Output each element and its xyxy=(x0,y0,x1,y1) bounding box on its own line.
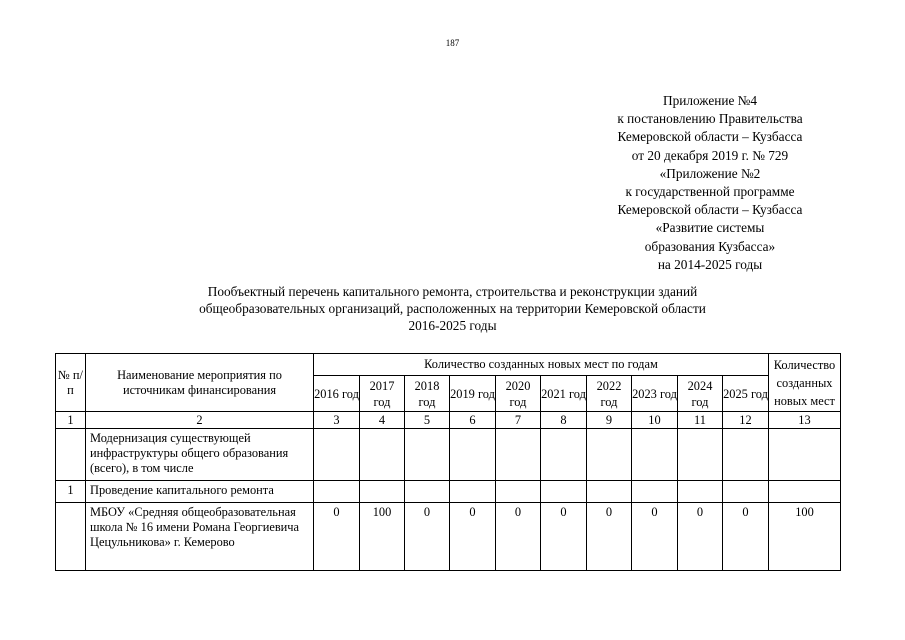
row-num xyxy=(56,503,86,571)
row-value xyxy=(632,429,678,481)
column-number: 7 xyxy=(496,412,541,429)
row-name: Проведение капитального ремонта xyxy=(86,481,314,503)
header-year: 2021 год xyxy=(541,376,587,412)
title-line: 2016-2025 годы xyxy=(408,318,497,333)
row-value xyxy=(360,429,405,481)
header-num: № п/п xyxy=(56,354,86,412)
row-value: 0 xyxy=(314,503,360,571)
column-number: 3 xyxy=(314,412,360,429)
title-line: общеобразовательных организаций, расположенных на территории Кемеровской области xyxy=(199,301,706,316)
row-value: 0 xyxy=(678,503,723,571)
appendix-line: «Приложение №2 xyxy=(659,165,761,181)
column-number: 9 xyxy=(587,412,632,429)
header-year: 2019 год xyxy=(450,376,496,412)
page-number: 187 xyxy=(445,38,460,48)
appendix-line: Кемеровской области – Кузбасса xyxy=(617,202,803,218)
column-number: 11 xyxy=(678,412,723,429)
column-number: 12 xyxy=(723,412,769,429)
row-value xyxy=(541,481,587,503)
title-line: Пообъектный перечень капитального ремонта, строительства и реконструкции зданий xyxy=(207,284,698,299)
document-title xyxy=(0,283,905,334)
appendix-line: к постановлению Правительства xyxy=(617,111,803,127)
row-value: 0 xyxy=(450,503,496,571)
header-year: 2025 год xyxy=(723,376,769,412)
row-value xyxy=(678,429,723,481)
header-year: 2022 год xyxy=(587,376,632,412)
row-value xyxy=(723,429,769,481)
column-number-row xyxy=(56,412,841,429)
row-value xyxy=(541,429,587,481)
header-year: 2016 год xyxy=(314,376,360,412)
row-value: 0 xyxy=(496,503,541,571)
column-number: 13 xyxy=(769,412,841,429)
row-num: 1 xyxy=(56,481,86,503)
row-name: Модернизация существующей инфраструктуры общего образования (всего), в том числе xyxy=(86,429,314,481)
row-total xyxy=(769,481,841,503)
appendix-line: образования Кузбасса» xyxy=(644,238,776,254)
row-value: 0 xyxy=(405,503,450,571)
row-value: 0 xyxy=(541,503,587,571)
row-value xyxy=(450,429,496,481)
capital-repair-table xyxy=(55,353,841,571)
appendix-line: к государственной программе xyxy=(625,184,795,200)
header-year: 2018 год xyxy=(405,376,450,412)
column-number: 10 xyxy=(632,412,678,429)
appendix-line: Приложение №4 xyxy=(662,93,758,108)
row-value xyxy=(496,429,541,481)
row-value xyxy=(723,481,769,503)
appendix-line: Кемеровской области – Кузбасса xyxy=(617,129,803,145)
row-value xyxy=(450,481,496,503)
row-num xyxy=(56,429,86,481)
table-row xyxy=(56,429,841,481)
row-value xyxy=(587,481,632,503)
header-name: Наименование мероприятия по источникам финансирования xyxy=(86,354,314,412)
header-total: Количество созданных новых мест xyxy=(769,354,841,412)
header-year: 2017 год xyxy=(360,376,405,412)
row-value xyxy=(360,481,405,503)
column-number: 2 xyxy=(86,412,314,429)
row-value xyxy=(496,481,541,503)
row-value xyxy=(587,429,632,481)
row-total xyxy=(769,429,841,481)
column-number: 8 xyxy=(541,412,587,429)
header-year: 2024 год xyxy=(678,376,723,412)
table-row xyxy=(56,503,841,571)
row-value xyxy=(678,481,723,503)
table-row xyxy=(56,481,841,503)
column-number: 6 xyxy=(450,412,496,429)
row-value xyxy=(405,481,450,503)
column-number: 4 xyxy=(360,412,405,429)
header-year: 2020 год xyxy=(496,376,541,412)
row-value: 0 xyxy=(723,503,769,571)
row-value xyxy=(405,429,450,481)
row-name: МБОУ «Средняя общеобразовательная школа № 16 имени Романа Георгиевича Цецульникова» г. Кемерово xyxy=(86,503,314,571)
header-years-group: Количество созданных новых мест по годам xyxy=(314,354,769,376)
column-number: 1 xyxy=(56,412,86,429)
appendix-block xyxy=(560,92,860,274)
row-value xyxy=(632,481,678,503)
row-value xyxy=(314,429,360,481)
column-number: 5 xyxy=(405,412,450,429)
row-value xyxy=(314,481,360,503)
row-value: 0 xyxy=(632,503,678,571)
row-total: 100 xyxy=(769,503,841,571)
appendix-line: от 20 декабря 2019 г. № 729 xyxy=(631,147,789,163)
appendix-line: на 2014-2025 годы xyxy=(657,256,763,272)
appendix-line: «Развитие системы xyxy=(655,220,765,236)
row-value: 0 xyxy=(587,503,632,571)
row-value: 100 xyxy=(360,503,405,571)
header-year: 2023 год xyxy=(632,376,678,412)
